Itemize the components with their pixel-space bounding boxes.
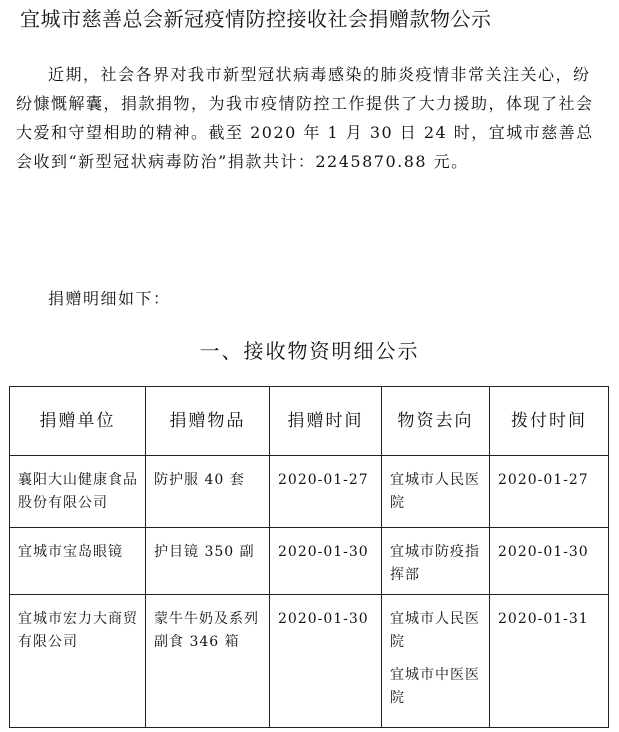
donor-name: 宜城市宝岛眼镜	[18, 544, 123, 560]
destination-cell	[382, 528, 490, 595]
intro-paragraph: 近期，社会各界对我市新型冠状病毒感染的肺炎疫情非常关注关心，纷纷慷慨解囊，捐款捐物，为我市疫情防控工作提供了大力援助，体现了社会大爱和守望相助的精神。截至 2020 年 1 月 30 日 24 时，宜城市慈善总会收到“新型冠状病毒防治”捐款共计：2245870.88 元。	[16, 65, 594, 171]
table-header-row	[10, 387, 609, 456]
allocation-date: 2020-01-27	[498, 472, 589, 488]
header-item: 捐赠物品	[146, 387, 270, 456]
destination-name: 宜城市中医医院	[390, 667, 480, 706]
date-cell	[270, 456, 382, 528]
date-cell	[270, 595, 382, 728]
header-destination: 物资去向	[382, 387, 490, 456]
item-cell	[146, 528, 270, 595]
table-row	[10, 528, 609, 595]
donor-cell	[10, 595, 146, 728]
donation-date: 2020-01-30	[278, 544, 369, 560]
allocation-date: 2020-01-30	[498, 544, 589, 560]
donor-cell	[10, 528, 146, 595]
allocation-date-cell	[490, 595, 609, 728]
donation-date: 2020-01-30	[278, 611, 369, 627]
donated-item: 蒙牛牛奶及系列副食 346 箱	[154, 611, 259, 650]
destination-cell	[382, 456, 490, 528]
detail-lead-paragraph: 捐赠明细如下：	[48, 289, 171, 308]
table-row	[10, 456, 609, 528]
allocation-date-cell	[490, 456, 609, 528]
donor-cell	[10, 456, 146, 528]
header-donor: 捐赠单位	[10, 387, 146, 456]
page-title: 宜城市慈善总会新冠疫情防控接收社会捐赠款物公示	[20, 7, 492, 31]
donated-item: 护目镜 350 副	[154, 544, 255, 560]
header-date: 捐赠时间	[270, 387, 382, 456]
donated-item: 防护服 40 套	[154, 472, 245, 488]
destination-cell	[382, 595, 490, 728]
item-cell	[146, 456, 270, 528]
destination-name: 宜城市防疫指挥部	[390, 544, 480, 583]
allocation-date-cell	[490, 528, 609, 595]
donation-date: 2020-01-27	[278, 472, 369, 488]
item-cell	[146, 595, 270, 728]
allocation-date: 2020-01-31	[498, 611, 589, 627]
donor-name: 宜城市宏力大商贸有限公司	[18, 611, 138, 650]
donation-table	[9, 386, 609, 728]
donor-name: 襄阳大山健康食品股份有限公司	[18, 472, 138, 511]
table-row	[10, 595, 609, 728]
date-cell	[270, 528, 382, 595]
header-allocation-date: 拨付时间	[490, 387, 609, 456]
destination-name: 宜城市人民医院	[390, 611, 480, 650]
destination-name: 宜城市人民医院	[390, 472, 480, 511]
section-title: 一、接收物资明细公示	[199, 339, 420, 363]
